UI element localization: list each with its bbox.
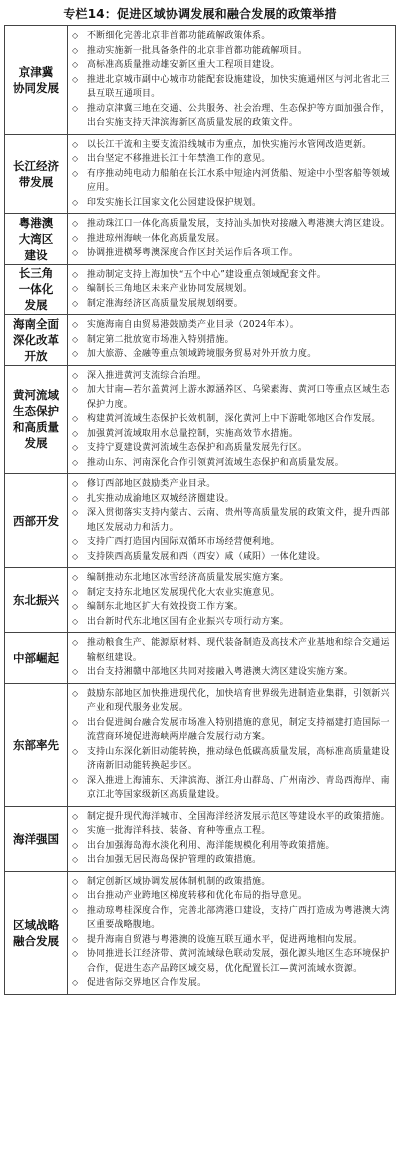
- measure-item: [72, 333, 391, 348]
- measure-text: 编制东北地区扩大有效投资工作方案。: [87, 602, 243, 612]
- measure-item: [72, 875, 391, 890]
- measure-text: 制定创新区域协调发展体制机制的政策措施。: [87, 876, 271, 887]
- measure-list: [68, 872, 395, 994]
- measure-text: 编制长三角地区未来产业协同发展规划。: [87, 284, 253, 294]
- hollow-diamond-icon: ◇: [72, 334, 79, 344]
- hollow-diamond-icon: ◇: [72, 688, 79, 698]
- measure-text: 推进北京城市副中心城市功能配套设施建设，加快实施通州区与河北省北三县互联互通项目。: [87, 74, 390, 99]
- measure-text: 实施一批海洋科技、装备、育种等重点工程。: [87, 826, 271, 836]
- hollow-diamond-icon: ◇: [72, 587, 79, 597]
- measure-text: 以长江干流和主要支流沿线城市为重点，加快实施污水管网改造更新。: [87, 139, 372, 150]
- hollow-diamond-icon: ◇: [72, 602, 79, 611]
- measure-item: [72, 268, 391, 283]
- policy-table-body: [5, 26, 396, 995]
- measure-text: 制定淮海经济区高质量发展规划纲要。: [87, 298, 243, 309]
- hollow-diamond-icon: ◇: [72, 573, 79, 582]
- measure-text: 推动制定支持上海加快“五个中心”建设重点领域配套文件。: [87, 269, 327, 280]
- section-name: 海洋强国: [5, 806, 68, 871]
- hollow-diamond-icon: ◇: [72, 60, 79, 69]
- measure-text: 有序推动纯电动力船舶在长江水系中短途内河货船、短途中小型客船等领域应用。: [87, 168, 390, 193]
- section-measures-cell: [68, 134, 396, 214]
- section-measures-cell: [68, 633, 396, 684]
- section-measures-cell: [68, 264, 396, 315]
- measure-item: [72, 138, 391, 153]
- section-measures-cell: [68, 26, 396, 135]
- measure-item: [72, 904, 391, 933]
- measure-text: 推进琼州海峡一体化高质量发展。: [87, 233, 225, 244]
- policy-section-row: [5, 26, 396, 135]
- measure-text: 出台坚定不移推进长江十年禁渔工作的意见。: [87, 154, 271, 164]
- measure-item: [72, 29, 391, 44]
- section-name: 长江经济 带发展: [5, 134, 68, 214]
- section-name: 东北振兴: [5, 568, 68, 633]
- hollow-diamond-icon: ◇: [72, 320, 79, 329]
- policy-section-row: [5, 683, 396, 806]
- measure-list: [68, 214, 395, 264]
- measure-text: 编制推动东北地区冰雪经济高质量发展实施方案。: [87, 573, 289, 583]
- column-title: 专栏14：促进区域协调发展和融合发展的政策举措: [63, 7, 337, 21]
- hollow-diamond-icon: ◇: [72, 826, 79, 835]
- hollow-diamond-icon: ◇: [72, 891, 79, 900]
- hollow-diamond-icon: ◇: [72, 103, 79, 113]
- hollow-diamond-icon: ◇: [72, 876, 79, 886]
- measure-text: 支持陕西高质量发展和西（西安）咸（咸阳）一体化建设。: [87, 551, 326, 562]
- measure-item: [72, 774, 391, 803]
- measure-text: 推动实施新一批具备条件的北京非首都功能疏解项目。: [87, 45, 308, 56]
- hollow-diamond-icon: ◇: [72, 508, 79, 517]
- measure-list: [68, 568, 395, 632]
- measure-text: 支持山东深化新旧动能转换，推动绿色低碳高质量发展，高标准高质量建设济南新旧动能转换起步区。: [87, 746, 390, 771]
- measure-text: 深入推进上海浦东、天津滨海、浙江舟山群岛、广州南沙、青岛西海岸、南京江北等国家级新区高质量建设。: [87, 775, 390, 800]
- hollow-diamond-icon: ◇: [72, 298, 79, 308]
- hollow-diamond-icon: ◇: [72, 616, 79, 626]
- policy-section-row: [5, 134, 396, 214]
- measure-list: [68, 807, 395, 871]
- hollow-diamond-icon: ◇: [72, 74, 79, 84]
- section-measures-cell: [68, 683, 396, 806]
- measure-item: [72, 571, 391, 586]
- hollow-diamond-icon: ◇: [72, 414, 79, 423]
- measure-item: [72, 369, 391, 384]
- measure-text: 扎实推动成渝地区双城经济圈建设。: [87, 493, 234, 504]
- hollow-diamond-icon: ◇: [72, 746, 79, 756]
- measure-item: [72, 535, 391, 550]
- measure-text: 出台新时代东北地区国有企业振兴专项行动方案。: [87, 616, 289, 627]
- measure-item: [72, 477, 391, 492]
- section-name: 长三角 一体化 发展: [5, 264, 68, 315]
- measure-text: 推动山东、河南深化合作引领黄河流域生态保护和高质量发展。: [87, 457, 344, 468]
- measure-text: 修订西部地区鼓励类产业目录。: [87, 479, 216, 489]
- measure-text: 出台促进闽台融合发展市场准入特别措施的意见，制定支持福建打造国际一流营商环境促进海峡两岸融合发展行动方案。: [87, 717, 390, 742]
- hollow-diamond-icon: ◇: [72, 934, 79, 944]
- measure-list: [68, 633, 395, 683]
- hollow-diamond-icon: ◇: [72, 811, 79, 821]
- measure-item: [72, 282, 391, 297]
- measure-text: 深入贯彻落实支持内蒙古、云南、贵州等高质量发展的政策文件，提升西部地区发展动力和活力。: [87, 508, 390, 533]
- measure-item: [72, 716, 391, 745]
- section-measures-cell: [68, 315, 396, 366]
- measure-item: [72, 636, 391, 665]
- measure-text: 出台加强无居民海岛保护管理的政策措施。: [87, 855, 262, 865]
- measure-item: [72, 383, 391, 412]
- measure-item: [72, 810, 391, 825]
- policy-section-row: [5, 633, 396, 684]
- section-measures-cell: [68, 871, 396, 994]
- hollow-diamond-icon: ◇: [72, 370, 79, 380]
- section-name: 区域战略 融合发展: [5, 871, 68, 994]
- hollow-diamond-icon: ◇: [72, 443, 79, 452]
- measure-item: [72, 246, 391, 261]
- section-measures-cell: [68, 806, 396, 871]
- policy-section-row: [5, 365, 396, 474]
- measure-list: [68, 26, 395, 134]
- measure-item: [72, 73, 391, 102]
- measure-text: 推动琼粤桂深度合作，完善北部湾港口建设，支持广西打造成为粤港澳大湾区重要战略腹地。: [87, 905, 390, 930]
- hollow-diamond-icon: ◇: [72, 154, 79, 163]
- section-name: 京津冀 协同发展: [5, 26, 68, 135]
- measure-item: [72, 550, 391, 565]
- hollow-diamond-icon: ◇: [72, 45, 79, 55]
- measure-item: [72, 853, 391, 868]
- measure-list: [68, 265, 395, 315]
- hollow-diamond-icon: ◇: [72, 385, 79, 394]
- measure-item: [72, 318, 391, 333]
- section-name: 粤港澳 大湾区 建设: [5, 214, 68, 265]
- hollow-diamond-icon: ◇: [72, 233, 79, 243]
- hollow-diamond-icon: ◇: [72, 905, 79, 915]
- hollow-diamond-icon: ◇: [72, 219, 79, 228]
- measure-item: [72, 412, 391, 427]
- measure-item: [72, 196, 391, 211]
- measure-item: [72, 102, 391, 131]
- policy-section-row: [5, 871, 396, 994]
- hollow-diamond-icon: ◇: [72, 269, 79, 279]
- measure-text: 出台加强海岛海水淡化利用、海洋能规模化利用等政策措施。: [87, 840, 335, 851]
- measure-item: [72, 745, 391, 774]
- measure-item: [72, 232, 391, 247]
- measure-item: [72, 347, 391, 362]
- measure-text: 深入推进黄河支流综合治理。: [87, 370, 207, 381]
- measure-text: 加大旅游、金融等重点领域跨境服务贸易对外开放力度。: [87, 349, 317, 359]
- section-name: 东部率先: [5, 683, 68, 806]
- measure-text: 出台推动产业跨地区梯度转移和优化布局的指导意见。: [87, 891, 308, 901]
- policy-section-row: [5, 264, 396, 315]
- hollow-diamond-icon: ◇: [72, 139, 79, 149]
- hollow-diamond-icon: ◇: [72, 479, 79, 488]
- measure-list: [68, 474, 395, 567]
- hollow-diamond-icon: ◇: [72, 284, 79, 293]
- section-measures-cell: [68, 365, 396, 474]
- measure-list: [68, 366, 395, 474]
- hollow-diamond-icon: ◇: [72, 717, 79, 727]
- measure-item: [72, 427, 391, 442]
- measure-text: 协同推进长江经济带、黄河流域绿色联动发展，强化源头地区生态环境保护合作，促进生态产品跨区域交易，优化配置长江—黄河流域水资源。: [87, 949, 390, 974]
- measure-item: [72, 615, 391, 630]
- measure-item: [72, 933, 391, 948]
- measure-item: [72, 152, 391, 167]
- hollow-diamond-icon: ◇: [72, 775, 79, 785]
- measure-text: 促进省际交界地区合作发展。: [87, 978, 207, 988]
- hollow-diamond-icon: ◇: [72, 667, 79, 676]
- measure-text: 构建黄河流域生态保护长效机制，深化黄河上中下游毗邻地区合作发展。: [87, 414, 381, 424]
- measure-text: 鼓励东部地区加快推进现代化，加快培育世界级先进制造业集群，引领新兴产业和现代服务业发展。: [87, 688, 390, 713]
- measure-item: [72, 506, 391, 535]
- hollow-diamond-icon: ◇: [72, 457, 79, 467]
- hollow-diamond-icon: ◇: [72, 638, 79, 647]
- measure-text: 高标准高质量推动雄安新区重大工程项目建设。: [87, 60, 280, 70]
- measure-text: 制定支持东北地区发展现代化大农业实施意见。: [87, 587, 280, 598]
- section-name: 黄河流域 生态保护 和高质量 发展: [5, 365, 68, 474]
- section-measures-cell: [68, 568, 396, 633]
- measure-text: 印发实施长江国家文化公园建设保护规划。: [87, 197, 262, 208]
- hollow-diamond-icon: ◇: [72, 349, 79, 358]
- measure-item: [72, 217, 391, 232]
- measure-text: 提升海南自贸港与粤港澳的设施互联互通水平，促进两地相向发展。: [87, 934, 363, 945]
- measure-text: 实施海南自由贸易港鼓励类产业目录（2024年本）。: [87, 320, 300, 330]
- measure-text: 支持广西打造国内国际双循环市场经营便利地。: [87, 537, 280, 547]
- section-name: 西部开发: [5, 474, 68, 568]
- hollow-diamond-icon: ◇: [72, 31, 79, 40]
- section-measures-cell: [68, 474, 396, 568]
- policy-section-row: [5, 315, 396, 366]
- hollow-diamond-icon: ◇: [72, 855, 79, 864]
- measure-text: 出台支持湘赣中部地区共同对接融入粤港澳大湾区建设实施方案。: [87, 667, 354, 677]
- measure-text: 推动京津冀三地在交通、公共服务、社会治理、生态保护等方面加强合作，出台实施支持天津滨海新区高质量发展的政策文件。: [87, 103, 390, 128]
- policy-table: [4, 25, 396, 995]
- measure-text: 不断细化完善北京非首都功能疏解政策体系。: [87, 31, 271, 41]
- measure-list: [68, 315, 395, 365]
- measure-list: [68, 684, 395, 806]
- measure-text: 制定第二批放宽市场准入特别措施。: [87, 334, 234, 345]
- measure-item: [72, 441, 391, 456]
- measure-text: 加大甘南—若尔盖黄河上游水源涵养区、乌梁素海、黄河口等重点区域生态保护力度。: [87, 385, 390, 410]
- hollow-diamond-icon: ◇: [72, 197, 79, 207]
- hollow-diamond-icon: ◇: [72, 168, 79, 178]
- policy-section-row: [5, 214, 396, 265]
- hollow-diamond-icon: ◇: [72, 840, 79, 850]
- measure-text: 推动珠江口一体化高质量发展，支持汕头加快对接融入粤港澳大湾区建设。: [87, 219, 390, 229]
- measure-item: [72, 687, 391, 716]
- section-name: 中部崛起: [5, 633, 68, 684]
- policy-section-row: [5, 474, 396, 568]
- measure-item: [72, 58, 391, 73]
- measure-item: [72, 665, 391, 680]
- measure-item: [72, 947, 391, 976]
- hollow-diamond-icon: ◇: [72, 493, 79, 503]
- section-measures-cell: [68, 214, 396, 265]
- hollow-diamond-icon: ◇: [72, 551, 79, 561]
- measure-text: 协调推进横琴粤澳深度合作区封关运作后各项工作。: [87, 248, 299, 258]
- hollow-diamond-icon: ◇: [72, 428, 79, 438]
- section-name: 海南全面 深化改革 开放: [5, 315, 68, 366]
- measure-item: [72, 456, 391, 471]
- measure-item: [72, 492, 391, 507]
- measure-item: [72, 297, 391, 312]
- measure-item: [72, 167, 391, 196]
- hollow-diamond-icon: ◇: [72, 248, 79, 257]
- measure-item: [72, 586, 391, 601]
- measure-item: [72, 889, 391, 904]
- measure-item: [72, 824, 391, 839]
- hollow-diamond-icon: ◇: [72, 949, 79, 958]
- measure-text: 制定提升现代海洋城市、全国海洋经济发展示范区等建设水平的政策措施。: [87, 811, 390, 822]
- policy-section-row: [5, 806, 396, 871]
- measure-item: [72, 600, 391, 615]
- hollow-diamond-icon: ◇: [72, 537, 79, 546]
- measure-item: [72, 976, 391, 991]
- measure-text: 推动粮食生产、能源原材料、现代装备制造及高技术产业基地和综合交通运输枢纽建设。: [87, 638, 390, 663]
- measure-item: [72, 839, 391, 854]
- measure-item: [72, 44, 391, 59]
- measure-text: 支持宁夏建设黄河流域生态保护和高质量发展先行区。: [87, 443, 308, 453]
- measure-list: [68, 135, 395, 214]
- policy-section-row: [5, 568, 396, 633]
- hollow-diamond-icon: ◇: [72, 978, 79, 987]
- measure-text: 加强黄河流域取用水总量控制，实施高效节水措施。: [87, 428, 299, 439]
